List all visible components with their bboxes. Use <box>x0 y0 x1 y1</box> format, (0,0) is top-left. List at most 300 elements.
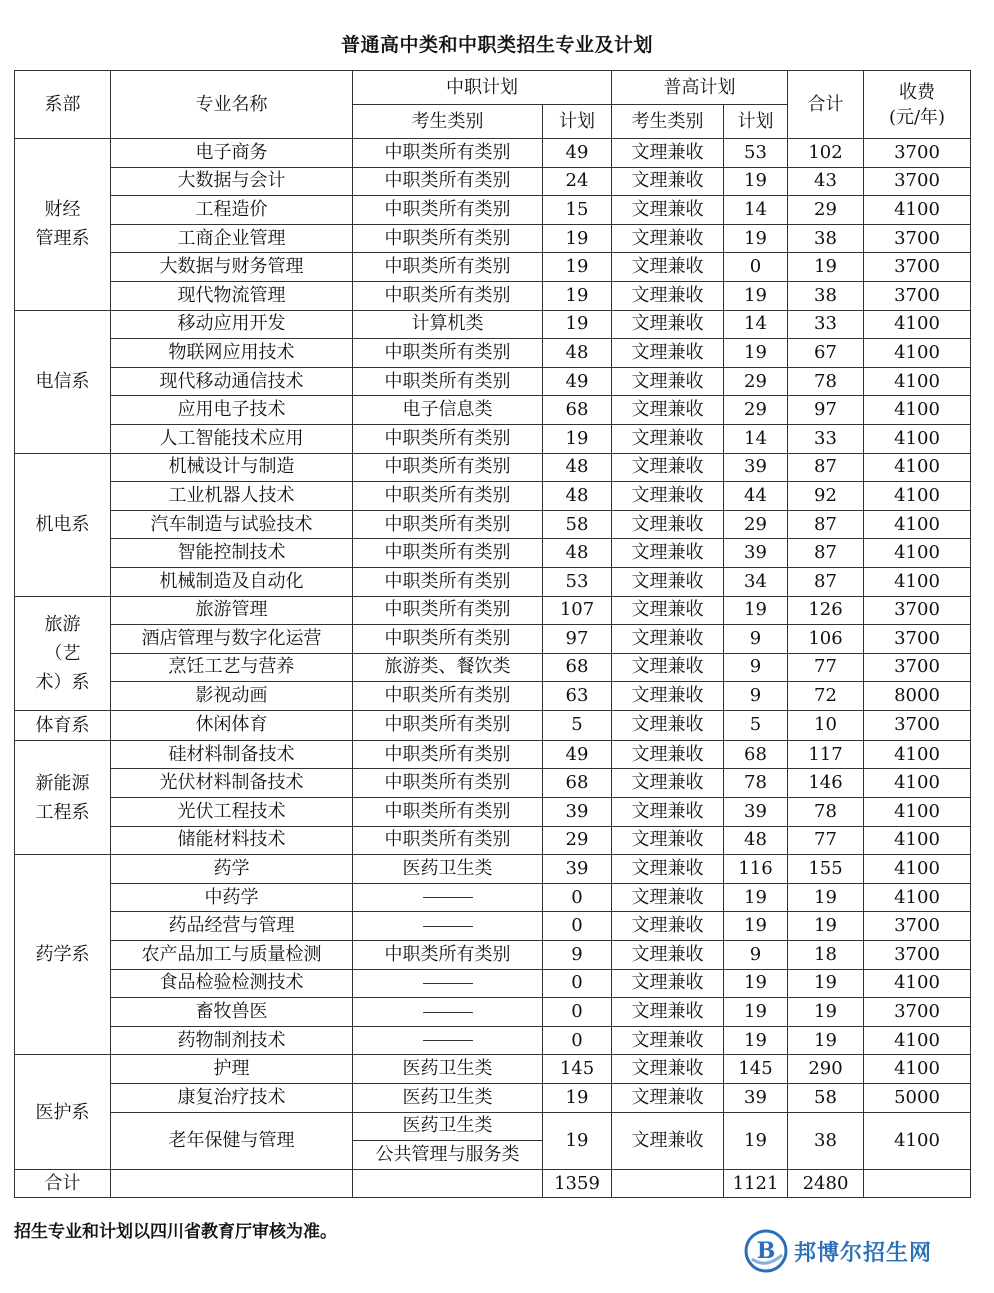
major-name-cell: 药物制剂技术 <box>111 1026 353 1055</box>
table-row <box>15 539 971 568</box>
dash-mark <box>423 1040 473 1041</box>
zz-category-cell: 中职类所有类别 <box>353 682 543 711</box>
zz-count-cell: 0 <box>543 998 612 1027</box>
major-name-cell: 硅材料制备技术 <box>111 740 353 769</box>
fee-cell: 3700 <box>864 625 971 654</box>
total-cell: 67 <box>788 339 864 368</box>
zz-count-cell: 68 <box>543 396 612 425</box>
summary-grand-total-cell: 2480 <box>788 1169 864 1198</box>
zz-category-cell: 旅游类、餐饮类 <box>353 653 543 682</box>
fee-cell: 3700 <box>864 139 971 168</box>
pg-category-cell: 文理兼收 <box>612 367 724 396</box>
table-row <box>15 281 971 310</box>
pg-category-cell: 文理兼收 <box>612 912 724 941</box>
zz-count-cell: 19 <box>543 224 612 253</box>
zz-category-cell: 中职类所有类别 <box>353 596 543 625</box>
fee-cell: 3700 <box>864 710 971 740</box>
zz-count-cell: 0 <box>543 883 612 912</box>
fee-cell: 4100 <box>864 510 971 539</box>
total-cell: 58 <box>788 1084 864 1113</box>
total-cell: 19 <box>788 969 864 998</box>
table-row <box>15 682 971 711</box>
fee-cell: 3700 <box>864 224 971 253</box>
pg-category-cell: 文理兼收 <box>612 281 724 310</box>
zz-count-cell: 0 <box>543 969 612 998</box>
major-name-cell: 康复治疗技术 <box>111 1084 353 1113</box>
dept-name-line: （艺 <box>44 642 81 664</box>
total-cell: 38 <box>788 1112 864 1169</box>
total-cell: 38 <box>788 281 864 310</box>
total-cell: 117 <box>788 740 864 769</box>
total-cell: 19 <box>788 998 864 1027</box>
fee-cell: 4100 <box>864 826 971 855</box>
summary-empty-cell <box>612 1169 724 1198</box>
summary-empty-cell <box>111 1169 353 1198</box>
zz-count-cell: 19 <box>543 310 612 339</box>
major-name-cell: 储能材料技术 <box>111 826 353 855</box>
zz-category-cell: 中职类所有类别 <box>353 710 543 740</box>
fee-cell: 3700 <box>864 596 971 625</box>
zz-count-cell: 0 <box>543 912 612 941</box>
header-fee <box>864 71 971 139</box>
watermark-text: 邦博尔招生网 <box>794 1240 933 1266</box>
pg-count-cell: 19 <box>724 339 788 368</box>
header-zhongzhi-plan: 中职计划 <box>353 71 612 105</box>
enrollment-plan-table <box>14 70 971 1198</box>
major-name-cell: 光伏材料制备技术 <box>111 769 353 798</box>
dept-name-cell <box>15 1055 111 1169</box>
fee-cell: 3700 <box>864 167 971 196</box>
pg-count-cell: 116 <box>724 855 788 884</box>
pg-count-cell: 19 <box>724 224 788 253</box>
footnote: 招生专业和计划以四川省教育厅审核为准。 <box>14 1222 337 1242</box>
total-cell: 77 <box>788 826 864 855</box>
zz-count-cell: 48 <box>543 539 612 568</box>
major-name-cell: 畜牧兽医 <box>111 998 353 1027</box>
header-dept: 系部 <box>15 71 111 139</box>
table-row <box>15 1084 971 1113</box>
total-cell: 33 <box>788 310 864 339</box>
pg-category-cell: 文理兼收 <box>612 769 724 798</box>
zz-category-cell: 中职类所有类别 <box>353 453 543 482</box>
zz-count-cell: 63 <box>543 682 612 711</box>
zz-count-cell: 15 <box>543 196 612 225</box>
zz-count-cell: 49 <box>543 139 612 168</box>
major-name-cell: 现代移动通信技术 <box>111 367 353 396</box>
zz-count-cell: 53 <box>543 567 612 596</box>
zz-category-cell: 中职类所有类别 <box>353 567 543 596</box>
dash-mark <box>423 983 473 984</box>
zz-count-cell: 19 <box>543 281 612 310</box>
major-name-cell: 老年保健与管理 <box>111 1112 353 1169</box>
total-cell: 155 <box>788 855 864 884</box>
pg-count-cell: 19 <box>724 883 788 912</box>
dept-name-cell <box>15 740 111 854</box>
zz-category-cell: 医药卫生类 <box>353 1055 543 1084</box>
major-name-cell: 物联网应用技术 <box>111 339 353 368</box>
fee-cell: 3700 <box>864 653 971 682</box>
table-row <box>15 510 971 539</box>
zz-category-cell: 公共管理与服务类 <box>353 1141 543 1170</box>
major-name-cell: 应用电子技术 <box>111 396 353 425</box>
total-cell: 102 <box>788 139 864 168</box>
pg-category-cell: 文理兼收 <box>612 453 724 482</box>
pg-count-cell: 19 <box>724 998 788 1027</box>
total-cell: 72 <box>788 682 864 711</box>
pg-category-cell: 文理兼收 <box>612 710 724 740</box>
fee-cell: 4100 <box>864 798 971 827</box>
pg-count-cell: 39 <box>724 539 788 568</box>
header-putong-plan: 普高计划 <box>612 71 788 105</box>
major-name-cell: 农产品加工与质量检测 <box>111 941 353 970</box>
table-row <box>15 653 971 682</box>
zz-count-cell: 24 <box>543 167 612 196</box>
fee-cell: 3700 <box>864 941 971 970</box>
dept-name-line: 财经 <box>44 199 81 221</box>
summary-pg-total-cell: 1121 <box>724 1169 788 1198</box>
header-pg-category: 考生类别 <box>612 105 724 139</box>
pg-category-cell: 文理兼收 <box>612 196 724 225</box>
pg-count-cell: 68 <box>724 740 788 769</box>
pg-category-cell: 文理兼收 <box>612 396 724 425</box>
zz-category-cell: 中职类所有类别 <box>353 769 543 798</box>
fee-cell: 3700 <box>864 253 971 282</box>
zz-category-cell: 计算机类 <box>353 310 543 339</box>
pg-count-cell: 19 <box>724 596 788 625</box>
zz-count-cell: 49 <box>543 367 612 396</box>
total-cell: 78 <box>788 798 864 827</box>
pg-category-cell: 文理兼收 <box>612 310 724 339</box>
pg-category-cell: 文理兼收 <box>612 139 724 168</box>
zz-category-cell: 中职类所有类别 <box>353 281 543 310</box>
major-name-cell: 汽车制造与试验技术 <box>111 510 353 539</box>
zz-count-cell: 0 <box>543 1026 612 1055</box>
total-cell: 92 <box>788 482 864 511</box>
zz-count-cell: 19 <box>543 424 612 453</box>
table-row <box>15 883 971 912</box>
pg-category-cell: 文理兼收 <box>612 1112 724 1169</box>
fee-cell: 8000 <box>864 682 971 711</box>
zz-category-cell <box>353 912 543 941</box>
dept-name-line: 药学系 <box>35 944 90 966</box>
zz-category-cell: 中职类所有类别 <box>353 740 543 769</box>
total-cell: 38 <box>788 224 864 253</box>
watermark <box>744 1227 932 1275</box>
table-row <box>15 224 971 253</box>
dept-name-cell <box>15 855 111 1055</box>
dept-name-cell <box>15 139 111 311</box>
zz-category-cell <box>353 969 543 998</box>
table-row <box>15 798 971 827</box>
watermark-logo-icon <box>744 1229 788 1273</box>
summary-empty-cell <box>353 1169 543 1198</box>
zz-count-cell: 48 <box>543 453 612 482</box>
zz-category-cell <box>353 883 543 912</box>
zz-count-cell: 48 <box>543 482 612 511</box>
major-name-cell: 工业机器人技术 <box>111 482 353 511</box>
zz-category-cell: 中职类所有类别 <box>353 139 543 168</box>
pg-category-cell: 文理兼收 <box>612 482 724 511</box>
total-cell: 43 <box>788 167 864 196</box>
zz-category-cell <box>353 998 543 1027</box>
major-name-cell: 护理 <box>111 1055 353 1084</box>
fee-cell: 4100 <box>864 396 971 425</box>
table-row <box>15 596 971 625</box>
major-name-cell: 酒店管理与数字化运营 <box>111 625 353 654</box>
pg-category-cell: 文理兼收 <box>612 539 724 568</box>
pg-count-cell: 145 <box>724 1055 788 1084</box>
zz-category-cell: 中职类所有类别 <box>353 941 543 970</box>
pg-count-cell: 5 <box>724 710 788 740</box>
header-pg-count: 计划 <box>724 105 788 139</box>
total-cell: 126 <box>788 596 864 625</box>
fee-cell: 4100 <box>864 424 971 453</box>
table-row <box>15 396 971 425</box>
zz-category-cell: 中职类所有类别 <box>353 798 543 827</box>
watermark-logo-letter: B <box>756 1238 776 1264</box>
pg-category-cell: 文理兼收 <box>612 625 724 654</box>
total-cell: 19 <box>788 1026 864 1055</box>
dept-name-cell <box>15 310 111 453</box>
pg-category-cell: 文理兼收 <box>612 567 724 596</box>
fee-cell: 4100 <box>864 196 971 225</box>
total-cell: 77 <box>788 653 864 682</box>
pg-count-cell: 14 <box>724 310 788 339</box>
pg-count-cell: 29 <box>724 396 788 425</box>
major-name-cell: 机械制造及自动化 <box>111 567 353 596</box>
major-name-cell: 现代物流管理 <box>111 281 353 310</box>
total-cell: 10 <box>788 710 864 740</box>
fee-cell: 4100 <box>864 740 971 769</box>
table-row <box>15 625 971 654</box>
fee-cell: 4100 <box>864 1026 971 1055</box>
table-row <box>15 740 971 769</box>
pg-count-cell: 14 <box>724 424 788 453</box>
table-row <box>15 339 971 368</box>
dash-mark <box>423 926 473 927</box>
dept-name-line: 体育系 <box>35 714 90 736</box>
pg-count-cell: 19 <box>724 281 788 310</box>
table-row <box>15 998 971 1027</box>
pg-count-cell: 29 <box>724 510 788 539</box>
zz-category-cell: 中职类所有类别 <box>353 625 543 654</box>
table-row <box>15 482 971 511</box>
total-cell: 290 <box>788 1055 864 1084</box>
table-row <box>15 139 971 168</box>
pg-count-cell: 39 <box>724 1084 788 1113</box>
pg-count-cell: 53 <box>724 139 788 168</box>
total-cell: 33 <box>788 424 864 453</box>
zz-count-cell: 68 <box>543 769 612 798</box>
fee-cell: 4100 <box>864 367 971 396</box>
zz-category-cell: 中职类所有类别 <box>353 196 543 225</box>
zz-category-cell: 医药卫生类 <box>353 1112 543 1141</box>
major-name-cell: 休闲体育 <box>111 710 353 740</box>
summary-label-cell: 合计 <box>15 1169 111 1198</box>
total-cell: 87 <box>788 567 864 596</box>
major-name-cell: 光伏工程技术 <box>111 798 353 827</box>
zz-count-cell: 145 <box>543 1055 612 1084</box>
table-row <box>15 196 971 225</box>
fee-cell: 4100 <box>864 1055 971 1084</box>
zz-count-cell: 9 <box>543 941 612 970</box>
fee-cell: 3700 <box>864 281 971 310</box>
zz-category-cell: 中职类所有类别 <box>353 539 543 568</box>
zz-category-cell: 中职类所有类别 <box>353 339 543 368</box>
fee-cell: 3700 <box>864 998 971 1027</box>
header-fee-line1: 收费 <box>899 81 935 103</box>
table-row <box>15 253 971 282</box>
dash-mark <box>423 897 473 898</box>
pg-category-cell: 文理兼收 <box>612 510 724 539</box>
pg-category-cell: 文理兼收 <box>612 1055 724 1084</box>
total-cell: 78 <box>788 367 864 396</box>
pg-category-cell: 文理兼收 <box>612 883 724 912</box>
pg-category-cell: 文理兼收 <box>612 1084 724 1113</box>
major-name-cell: 旅游管理 <box>111 596 353 625</box>
zz-category-cell: 中职类所有类别 <box>353 167 543 196</box>
major-name-cell: 大数据与财务管理 <box>111 253 353 282</box>
dept-name-line: 新能源 <box>35 772 90 794</box>
major-name-cell: 影视动画 <box>111 682 353 711</box>
major-name-cell: 工程造价 <box>111 196 353 225</box>
table-row <box>15 167 971 196</box>
fee-cell: 3700 <box>864 912 971 941</box>
table-row <box>15 941 971 970</box>
pg-category-cell: 文理兼收 <box>612 682 724 711</box>
table-row <box>15 769 971 798</box>
major-name-cell: 电子商务 <box>111 139 353 168</box>
major-name-cell: 移动应用开发 <box>111 310 353 339</box>
pg-count-cell: 19 <box>724 1026 788 1055</box>
zz-count-cell: 29 <box>543 826 612 855</box>
pg-count-cell: 19 <box>724 1112 788 1169</box>
fee-cell: 4100 <box>864 769 971 798</box>
page-title: 普通高中类和中职类招生专业及计划 <box>340 34 653 56</box>
header-zz-category: 考生类别 <box>353 105 543 139</box>
dept-name-line: 术）系 <box>35 671 90 693</box>
pg-category-cell: 文理兼收 <box>612 596 724 625</box>
pg-count-cell: 9 <box>724 941 788 970</box>
dept-name-line: 医护系 <box>35 1101 90 1123</box>
major-name-cell: 机械设计与制造 <box>111 453 353 482</box>
pg-category-cell: 文理兼收 <box>612 998 724 1027</box>
table-row <box>15 1055 971 1084</box>
dept-name-line: 机电系 <box>35 514 90 536</box>
dept-name-line: 管理系 <box>35 228 90 250</box>
fee-cell: 4100 <box>864 883 971 912</box>
zz-category-cell: 中职类所有类别 <box>353 367 543 396</box>
zz-count-cell: 39 <box>543 855 612 884</box>
header-zz-count: 计划 <box>543 105 612 139</box>
table-row <box>15 1112 971 1141</box>
zz-count-cell: 19 <box>543 253 612 282</box>
zz-count-cell: 39 <box>543 798 612 827</box>
zz-count-cell: 107 <box>543 596 612 625</box>
total-cell: 97 <box>788 396 864 425</box>
total-cell: 19 <box>788 253 864 282</box>
pg-category-cell: 文理兼收 <box>612 855 724 884</box>
major-name-cell: 食品检验检测技术 <box>111 969 353 998</box>
fee-cell: 4100 <box>864 339 971 368</box>
zz-category-cell: 中职类所有类别 <box>353 424 543 453</box>
table-row <box>15 710 971 740</box>
zz-count-cell: 19 <box>543 1112 612 1169</box>
total-cell: 87 <box>788 539 864 568</box>
total-cell: 19 <box>788 912 864 941</box>
zz-category-cell: 中职类所有类别 <box>353 224 543 253</box>
total-cell: 146 <box>788 769 864 798</box>
dept-name-line: 电信系 <box>35 371 90 393</box>
pg-count-cell: 0 <box>724 253 788 282</box>
fee-cell: 4100 <box>864 567 971 596</box>
pg-count-cell: 29 <box>724 367 788 396</box>
fee-cell: 4100 <box>864 482 971 511</box>
fee-cell: 4100 <box>864 310 971 339</box>
pg-count-cell: 9 <box>724 682 788 711</box>
table-row <box>15 1026 971 1055</box>
table-row <box>15 567 971 596</box>
table-row <box>15 367 971 396</box>
major-name-cell: 人工智能技术应用 <box>111 424 353 453</box>
major-name-cell: 烹饪工艺与营养 <box>111 653 353 682</box>
table-row <box>15 855 971 884</box>
fee-cell: 5000 <box>864 1084 971 1113</box>
zz-category-cell <box>353 1026 543 1055</box>
dept-name-cell <box>15 453 111 596</box>
pg-count-cell: 9 <box>724 625 788 654</box>
zz-count-cell: 48 <box>543 339 612 368</box>
table-row <box>15 453 971 482</box>
major-name-cell: 药学 <box>111 855 353 884</box>
table-row <box>15 424 971 453</box>
pg-category-cell: 文理兼收 <box>612 653 724 682</box>
zz-count-cell: 68 <box>543 653 612 682</box>
pg-category-cell: 文理兼收 <box>612 740 724 769</box>
major-name-cell: 智能控制技术 <box>111 539 353 568</box>
header-fee-line2: (元/年) <box>888 106 946 128</box>
pg-count-cell: 78 <box>724 769 788 798</box>
major-name-cell: 中药学 <box>111 883 353 912</box>
pg-category-cell: 文理兼收 <box>612 941 724 970</box>
total-cell: 87 <box>788 510 864 539</box>
zz-category-cell: 医药卫生类 <box>353 1084 543 1113</box>
total-cell: 29 <box>788 196 864 225</box>
fee-cell: 4100 <box>864 1112 971 1169</box>
dept-name-cell <box>15 710 111 740</box>
zz-category-cell: 医药卫生类 <box>353 855 543 884</box>
header-total: 合计 <box>788 71 864 139</box>
header-major: 专业名称 <box>111 71 353 139</box>
zz-category-cell: 中职类所有类别 <box>353 253 543 282</box>
total-cell: 19 <box>788 883 864 912</box>
pg-category-cell: 文理兼收 <box>612 424 724 453</box>
zz-category-cell: 中职类所有类别 <box>353 826 543 855</box>
dept-name-line: 旅游 <box>44 613 81 635</box>
pg-count-cell: 34 <box>724 567 788 596</box>
major-name-cell: 工商企业管理 <box>111 224 353 253</box>
pg-category-cell: 文理兼收 <box>612 969 724 998</box>
zz-category-cell: 中职类所有类别 <box>353 510 543 539</box>
table-row <box>15 969 971 998</box>
pg-count-cell: 48 <box>724 826 788 855</box>
pg-count-cell: 39 <box>724 453 788 482</box>
pg-count-cell: 39 <box>724 798 788 827</box>
zz-category-cell: 中职类所有类别 <box>353 482 543 511</box>
pg-category-cell: 文理兼收 <box>612 798 724 827</box>
major-name-cell: 大数据与会计 <box>111 167 353 196</box>
summary-zz-total-cell: 1359 <box>543 1169 612 1198</box>
